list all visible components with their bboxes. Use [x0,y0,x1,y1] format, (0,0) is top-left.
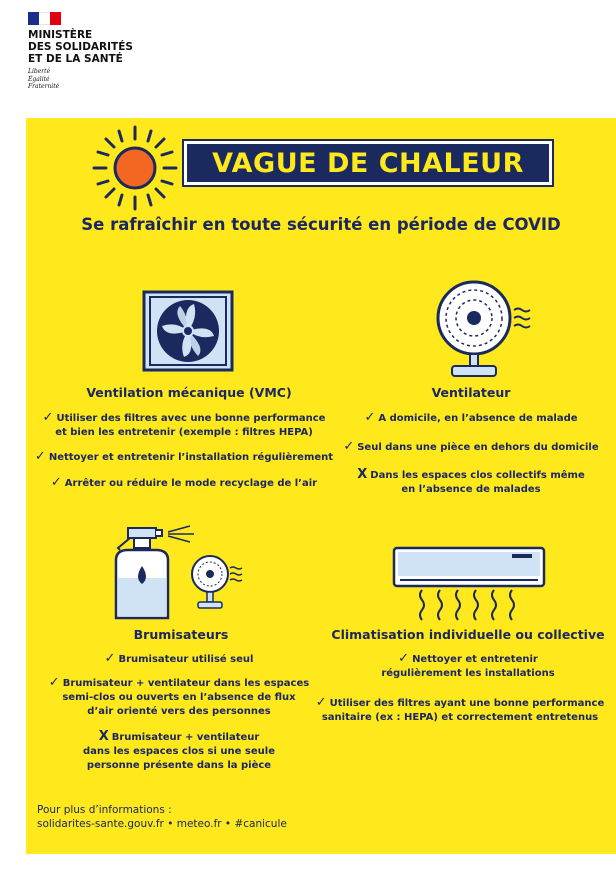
motto-line: Égalité [28,75,50,83]
cross-icon: X [98,729,109,744]
vmc-title: Ventilation mécanique (VMC) [86,385,292,400]
item-text: Utiliser des filtres avec une bonne performance [56,413,326,424]
item-text: Dans les espaces clos collectifs même [370,470,585,481]
desk-fan-icon [430,278,540,380]
republic-motto [28,68,59,91]
item-text: personne présente dans la pièce [86,760,272,771]
ac-item [326,652,610,681]
check-icon: ✓ [104,651,116,666]
item-text: Brumisateur utilisé seul [118,654,254,665]
info-links: solidarites-sante.gouv.fr • meteo.fr • #canicule [37,818,287,830]
check-icon: ✓ [48,675,60,690]
check-icon: ✓ [34,449,46,464]
item-text: Nettoyer et entretenir l’installation régulièrement [48,452,334,463]
item-text: Nettoyer et entretenir [412,654,538,665]
fan-item [331,468,611,497]
check-icon: ✓ [315,695,327,710]
item-text: en l’absence de malades [401,484,541,495]
motto-line: Fraternité [28,83,60,90]
ministry-line: ET DE LA SANTÉ [28,53,123,65]
check-icon: ✓ [50,475,62,490]
ministry-line: MINISTÈRE [28,29,93,41]
poster-title: VAGUE DE CHALEUR [212,147,524,179]
item-text: A domicile, en l’absence de malade [378,413,578,424]
item-text: dans les espaces clos si une seule [83,746,275,757]
more-info-label: Pour plus d’informations : [37,804,172,816]
item-text: Brumisateur + ventilateur [111,732,260,743]
check-icon: ✓ [343,439,355,454]
item-text: Utiliser des filtres ayant une bonne performance [329,698,605,709]
ac-item [308,696,612,725]
fan-item [331,411,611,426]
mister-item [34,652,324,667]
extractor-fan-icon [142,290,234,372]
item-text: régulièrement les installations [381,668,555,679]
check-icon: ✓ [364,410,376,425]
mister-item [34,730,324,773]
cross-icon: X [357,467,368,482]
check-icon: ✓ [42,410,54,425]
sun-icon [90,123,180,213]
air-conditioner-icon [392,546,546,626]
ac-title: Climatisation individuelle ou collective [331,627,605,642]
item-text: sanitaire (ex : HEPA) et correctement entretenus [321,712,599,723]
mister-item [34,676,324,719]
check-icon: ✓ [398,651,410,666]
vmc-item [34,450,334,465]
fan-item [331,440,611,455]
item-text: d’air orienté vers des personnes [87,706,271,717]
poster-subtitle: Se rafraîchir en toute sécurité en période de COVID [81,215,561,234]
ministry-header [0,0,616,118]
title-banner [184,141,552,185]
ministry-name [28,29,133,65]
item-text: et bien les entretenir (exemple : filtres HEPA) [55,427,313,438]
mister-title: Brumisateurs [133,627,229,642]
vmc-item [34,411,334,440]
item-text: Seul dans une pièce en dehors du domicile [357,442,599,453]
heatwave-poster [26,118,616,854]
french-flag-icon [28,12,61,25]
vmc-item [34,476,334,491]
item-text: semi-clos ou ouverts en l’absence de flux [62,692,296,703]
spray-bottle-icon [106,522,246,622]
fan-title: Ventilateur [431,385,511,400]
ministry-line: DES SOLIDARITÉS [28,41,133,53]
motto-line: Liberté [28,68,51,75]
item-text: Arrêter ou réduire le mode recyclage de l’air [64,478,318,489]
item-text: Brumisateur + ventilateur dans les espaces [62,678,310,689]
